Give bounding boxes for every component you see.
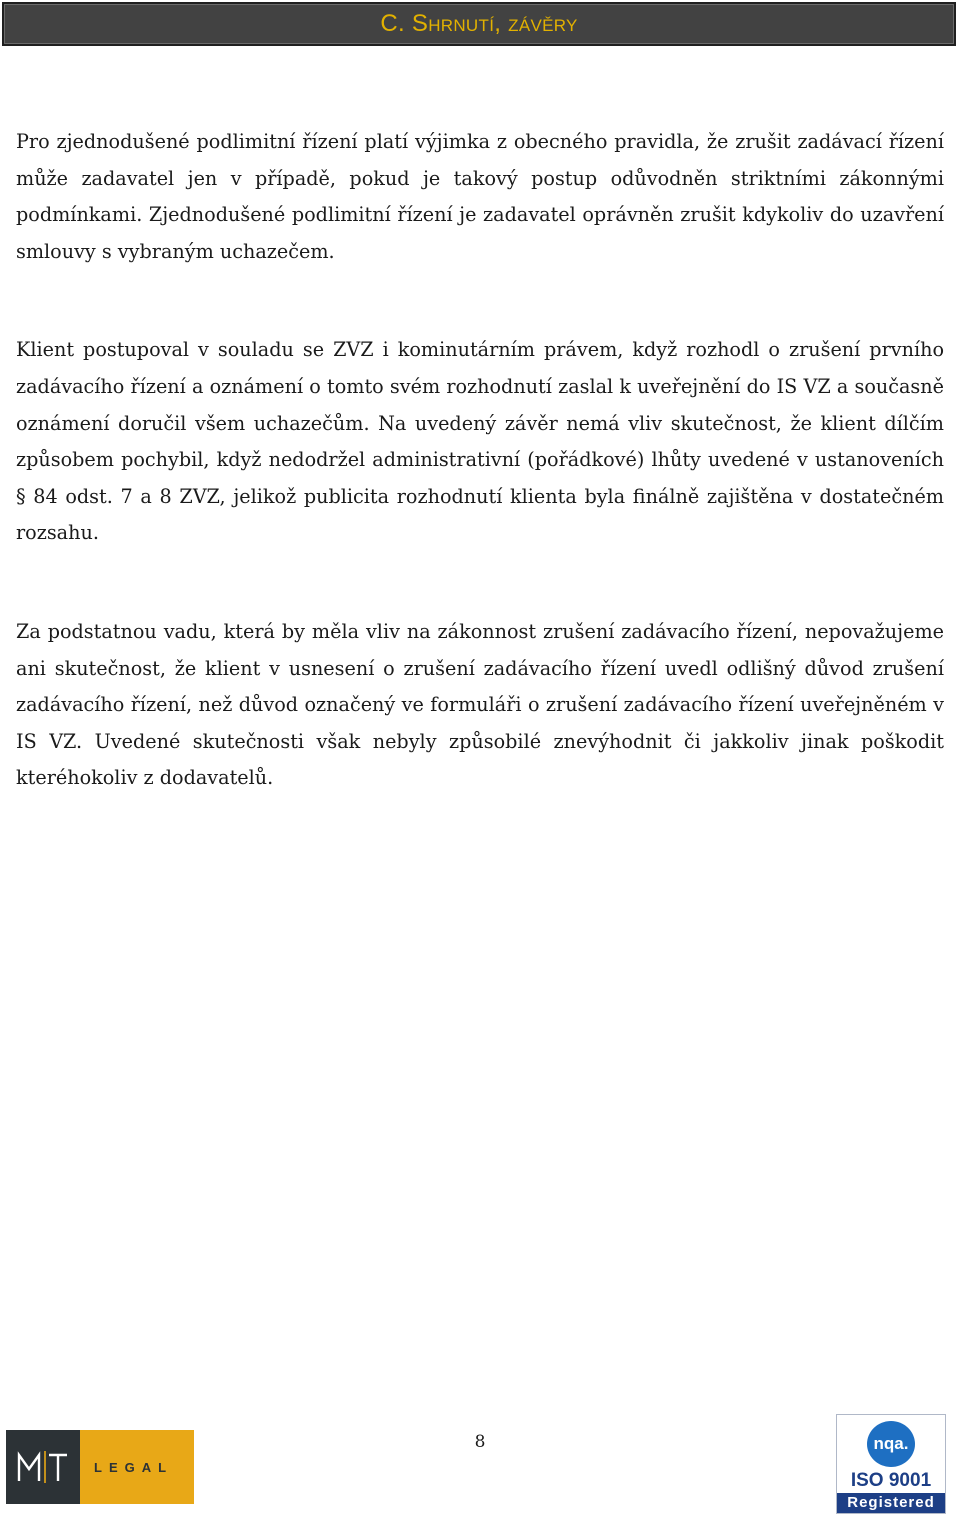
paragraph-3: Za podstatnou vadu, která by měla vliv na zákonnost zrušení zadávacího řízení, nepovažujeme ani skutečnost, že klient v usnesení o zrušení zadávacího řízení uvedl odlišný důvod zrušení zadávacího řízení, než důvod označený ve formuláři o zrušení zadávacího řízení uveřejněném v IS VZ. Uvedené skutečnosti však nebyly způsobilé znevýhodnit či jakkoliv jinak poškodit kteréhokoliv z dodavatelů.	[16, 619, 944, 790]
page-number: 8	[474, 1432, 486, 1452]
mt-legal-logo	[6, 1430, 194, 1504]
nqa-iso-logo	[836, 1414, 946, 1514]
mt-legal-wordmark	[80, 1430, 194, 1504]
legal-text: LEGAL	[94, 1459, 174, 1475]
section-title: C. Shrnutí, závěry	[380, 10, 578, 37]
document-body	[16, 124, 944, 797]
paragraph-2: Klient postupoval v souladu se ZVZ i kominutárním právem, když rozhodl o zrušení prvního zadávacího řízení a oznámení o tomto svém rozhodnutí zaslal k uveřejnění do IS VZ a současně oznámení doručil všem uchazečům. Na uvedený závěr nemá vliv skutečnost, že klient dílčím způsobem pochybil, když nedodržel administrativní (pořádkové) lhůty uvedené v ustanoveních § 84 odst. 7 a 8 ZVZ, jelikož publicita rozhodnutí klienta byla finálně zajištěna v dostatečném rozsahu.	[16, 338, 944, 545]
page-footer	[0, 1410, 960, 1520]
nqa-brand-mark: nqa.	[867, 1421, 915, 1467]
mt-monogram-icon	[6, 1430, 80, 1504]
registered-label: Registered	[837, 1493, 945, 1513]
iso-standard-label: ISO 9001	[850, 1470, 932, 1491]
section-header	[2, 2, 956, 46]
paragraph-1: Pro zjednodušené podlimitní řízení platí výjimka z obecného pravidla, že zrušit zadávací řízení může zadavatel jen v případě, pokud je takový postup odůvodněn striktními zákonnými podmínkami. Zjednodušené podlimitní řízení je zadavatel oprávněn zrušit kdykoliv do uzavření smlouvy s vybraným uchazečem.	[16, 130, 944, 263]
